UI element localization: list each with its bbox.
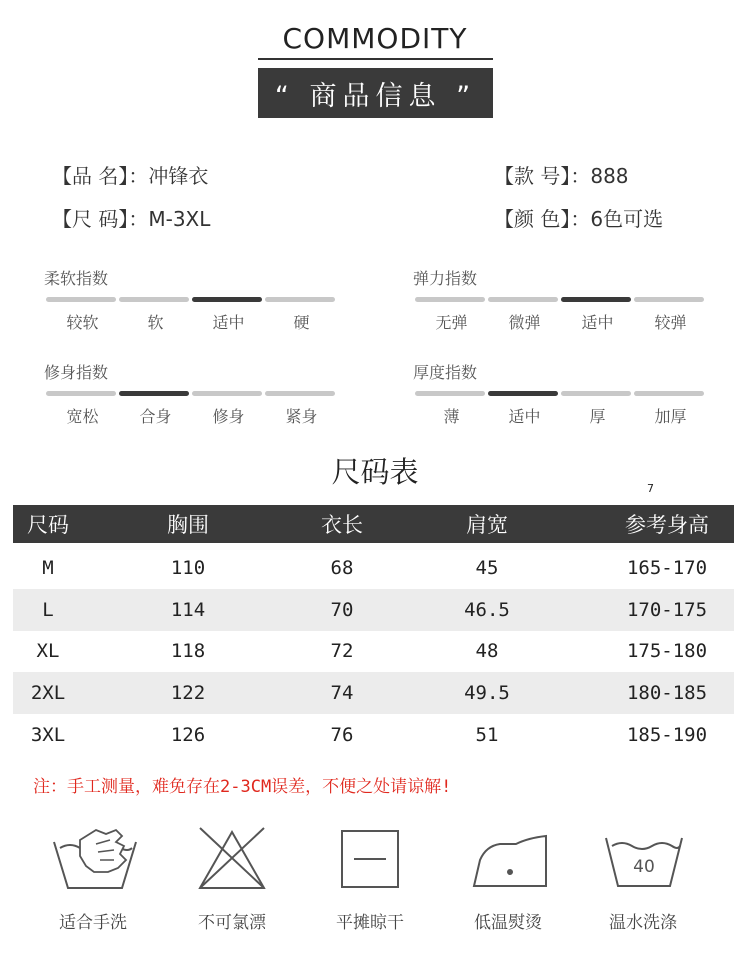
cell-chest: 122 (170, 682, 206, 704)
cell-shoulder: 51 (475, 724, 499, 746)
care-label-flat-dry: 平摊晾干 (336, 913, 404, 933)
table-row (13, 714, 734, 756)
wash-temperature: 40 (633, 857, 655, 877)
cell-height: 180-185 (626, 682, 708, 704)
cell-chest: 110 (170, 557, 206, 579)
table-row (13, 672, 734, 714)
index-bar-segment (415, 297, 485, 302)
care-hand-wash (50, 826, 140, 900)
cell-height: 175-180 (626, 640, 708, 662)
table-row (13, 589, 734, 631)
size-chart-title: 尺码表 (331, 455, 419, 489)
index-elasticity (413, 266, 707, 333)
product-model (494, 160, 629, 189)
table-row (13, 547, 734, 589)
index-option: 硬 (293, 313, 310, 332)
index-option: 微弹 (508, 313, 541, 332)
cell-length: 76 (330, 724, 354, 746)
product-name (52, 160, 208, 189)
care-label-no-bleach: 不可氯漂 (198, 913, 266, 933)
index-bar-segment-active (119, 391, 189, 396)
no-bleach-icon (194, 826, 270, 892)
index-fit (44, 360, 338, 427)
cell-shoulder: 46.5 (464, 599, 510, 621)
cell-size: L (42, 599, 54, 621)
header-chest: 胸围 (167, 513, 209, 537)
warm-wash-icon (602, 832, 686, 892)
header-size: 尺码 (27, 513, 69, 537)
index-bar-segment (634, 391, 704, 396)
index-title: 柔软指数 (44, 269, 109, 288)
index-option: 较软 (66, 313, 99, 332)
cell-chest: 126 (170, 724, 206, 746)
index-option: 薄 (443, 407, 460, 426)
low-iron-icon (470, 832, 550, 888)
index-option: 加厚 (654, 407, 687, 426)
care-label-low-iron: 低温熨烫 (474, 913, 542, 933)
index-bar-segment (46, 297, 116, 302)
index-bar-segment (634, 297, 704, 302)
hand-wash-icon (50, 826, 140, 896)
care-warm-wash (602, 832, 686, 896)
index-option: 较弹 (654, 313, 687, 332)
index-option: 无弹 (435, 313, 468, 332)
index-bar-segment (265, 297, 335, 302)
size-table-header (13, 505, 734, 543)
cell-shoulder: 45 (475, 557, 499, 579)
index-option: 软 (147, 313, 164, 332)
cell-height: 170-175 (626, 599, 708, 621)
cell-size: XL (36, 640, 60, 662)
product-size-label: 【尺 码】： (52, 207, 149, 231)
product-size-value: M-3XL (148, 207, 211, 231)
care-no-bleach (194, 826, 270, 896)
cell-length: 72 (330, 640, 354, 662)
header-height: 参考身高 (625, 513, 709, 537)
cell-length: 74 (330, 682, 354, 704)
index-title: 弹力指数 (413, 269, 478, 288)
product-size (52, 203, 210, 232)
index-option: 宽松 (66, 407, 99, 426)
index-bar-segment (46, 391, 116, 396)
cell-height: 185-190 (626, 724, 708, 746)
index-bar-segment (488, 297, 558, 302)
table-row (13, 630, 734, 672)
index-option: 适中 (508, 407, 541, 426)
header-shoulder: 肩宽 (466, 513, 508, 537)
cell-shoulder: 48 (475, 640, 499, 662)
measurement-note: 注：手工测量，难免存在2-3CM误差，不便之处请谅解! (33, 777, 452, 797)
index-option: 修身 (212, 407, 245, 426)
flat-dry-icon (340, 829, 402, 891)
index-bar-segment (265, 391, 335, 396)
index-bar-segment-active (488, 391, 558, 396)
index-option: 紧身 (285, 407, 318, 426)
cell-shoulder: 49.5 (464, 682, 510, 704)
index-option: 合身 (139, 407, 172, 426)
product-name-label: 【品 名】： (52, 164, 149, 188)
header-length: 衣长 (321, 513, 363, 537)
index-option: 适中 (212, 313, 245, 332)
index-bar-segment (561, 391, 631, 396)
product-color (494, 203, 663, 232)
product-model-label: 【款 号】： (494, 164, 591, 188)
cell-length: 70 (330, 599, 354, 621)
index-bar-segment (415, 391, 485, 396)
index-option: 适中 (581, 313, 614, 332)
cell-chest: 114 (170, 599, 206, 621)
product-model-value: 888 (590, 164, 629, 188)
cell-length: 68 (330, 557, 354, 579)
commodity-heading: COMMODITY (282, 22, 468, 55)
index-softness (44, 266, 338, 333)
index-title: 修身指数 (44, 363, 109, 382)
product-info-banner: “ 商品信息 ” (258, 68, 493, 118)
care-label-warm-wash: 温水洗涤 (609, 913, 677, 933)
cell-size: M (42, 557, 54, 579)
cell-chest: 118 (170, 640, 206, 662)
cell-size: 3XL (30, 724, 66, 746)
product-color-label: 【颜 色】： (494, 207, 591, 231)
index-bar-segment-active (561, 297, 631, 302)
care-flat-dry (340, 829, 402, 895)
index-bar-segment-active (192, 297, 262, 302)
heading-divider (258, 58, 493, 60)
index-option: 厚 (589, 407, 606, 426)
care-label-hand-wash: 适合手洗 (59, 913, 127, 933)
size-chart-marker: 7 (647, 482, 654, 495)
index-title: 厚度指数 (413, 363, 478, 382)
cell-size: 2XL (30, 682, 66, 704)
care-low-iron (470, 832, 550, 892)
index-bar-segment (119, 297, 189, 302)
index-thickness (413, 360, 707, 427)
cell-height: 165-170 (626, 557, 708, 579)
product-color-value: 6色可选 (590, 207, 664, 231)
index-bar-segment (192, 391, 262, 396)
product-name-value: 冲锋衣 (148, 164, 209, 188)
